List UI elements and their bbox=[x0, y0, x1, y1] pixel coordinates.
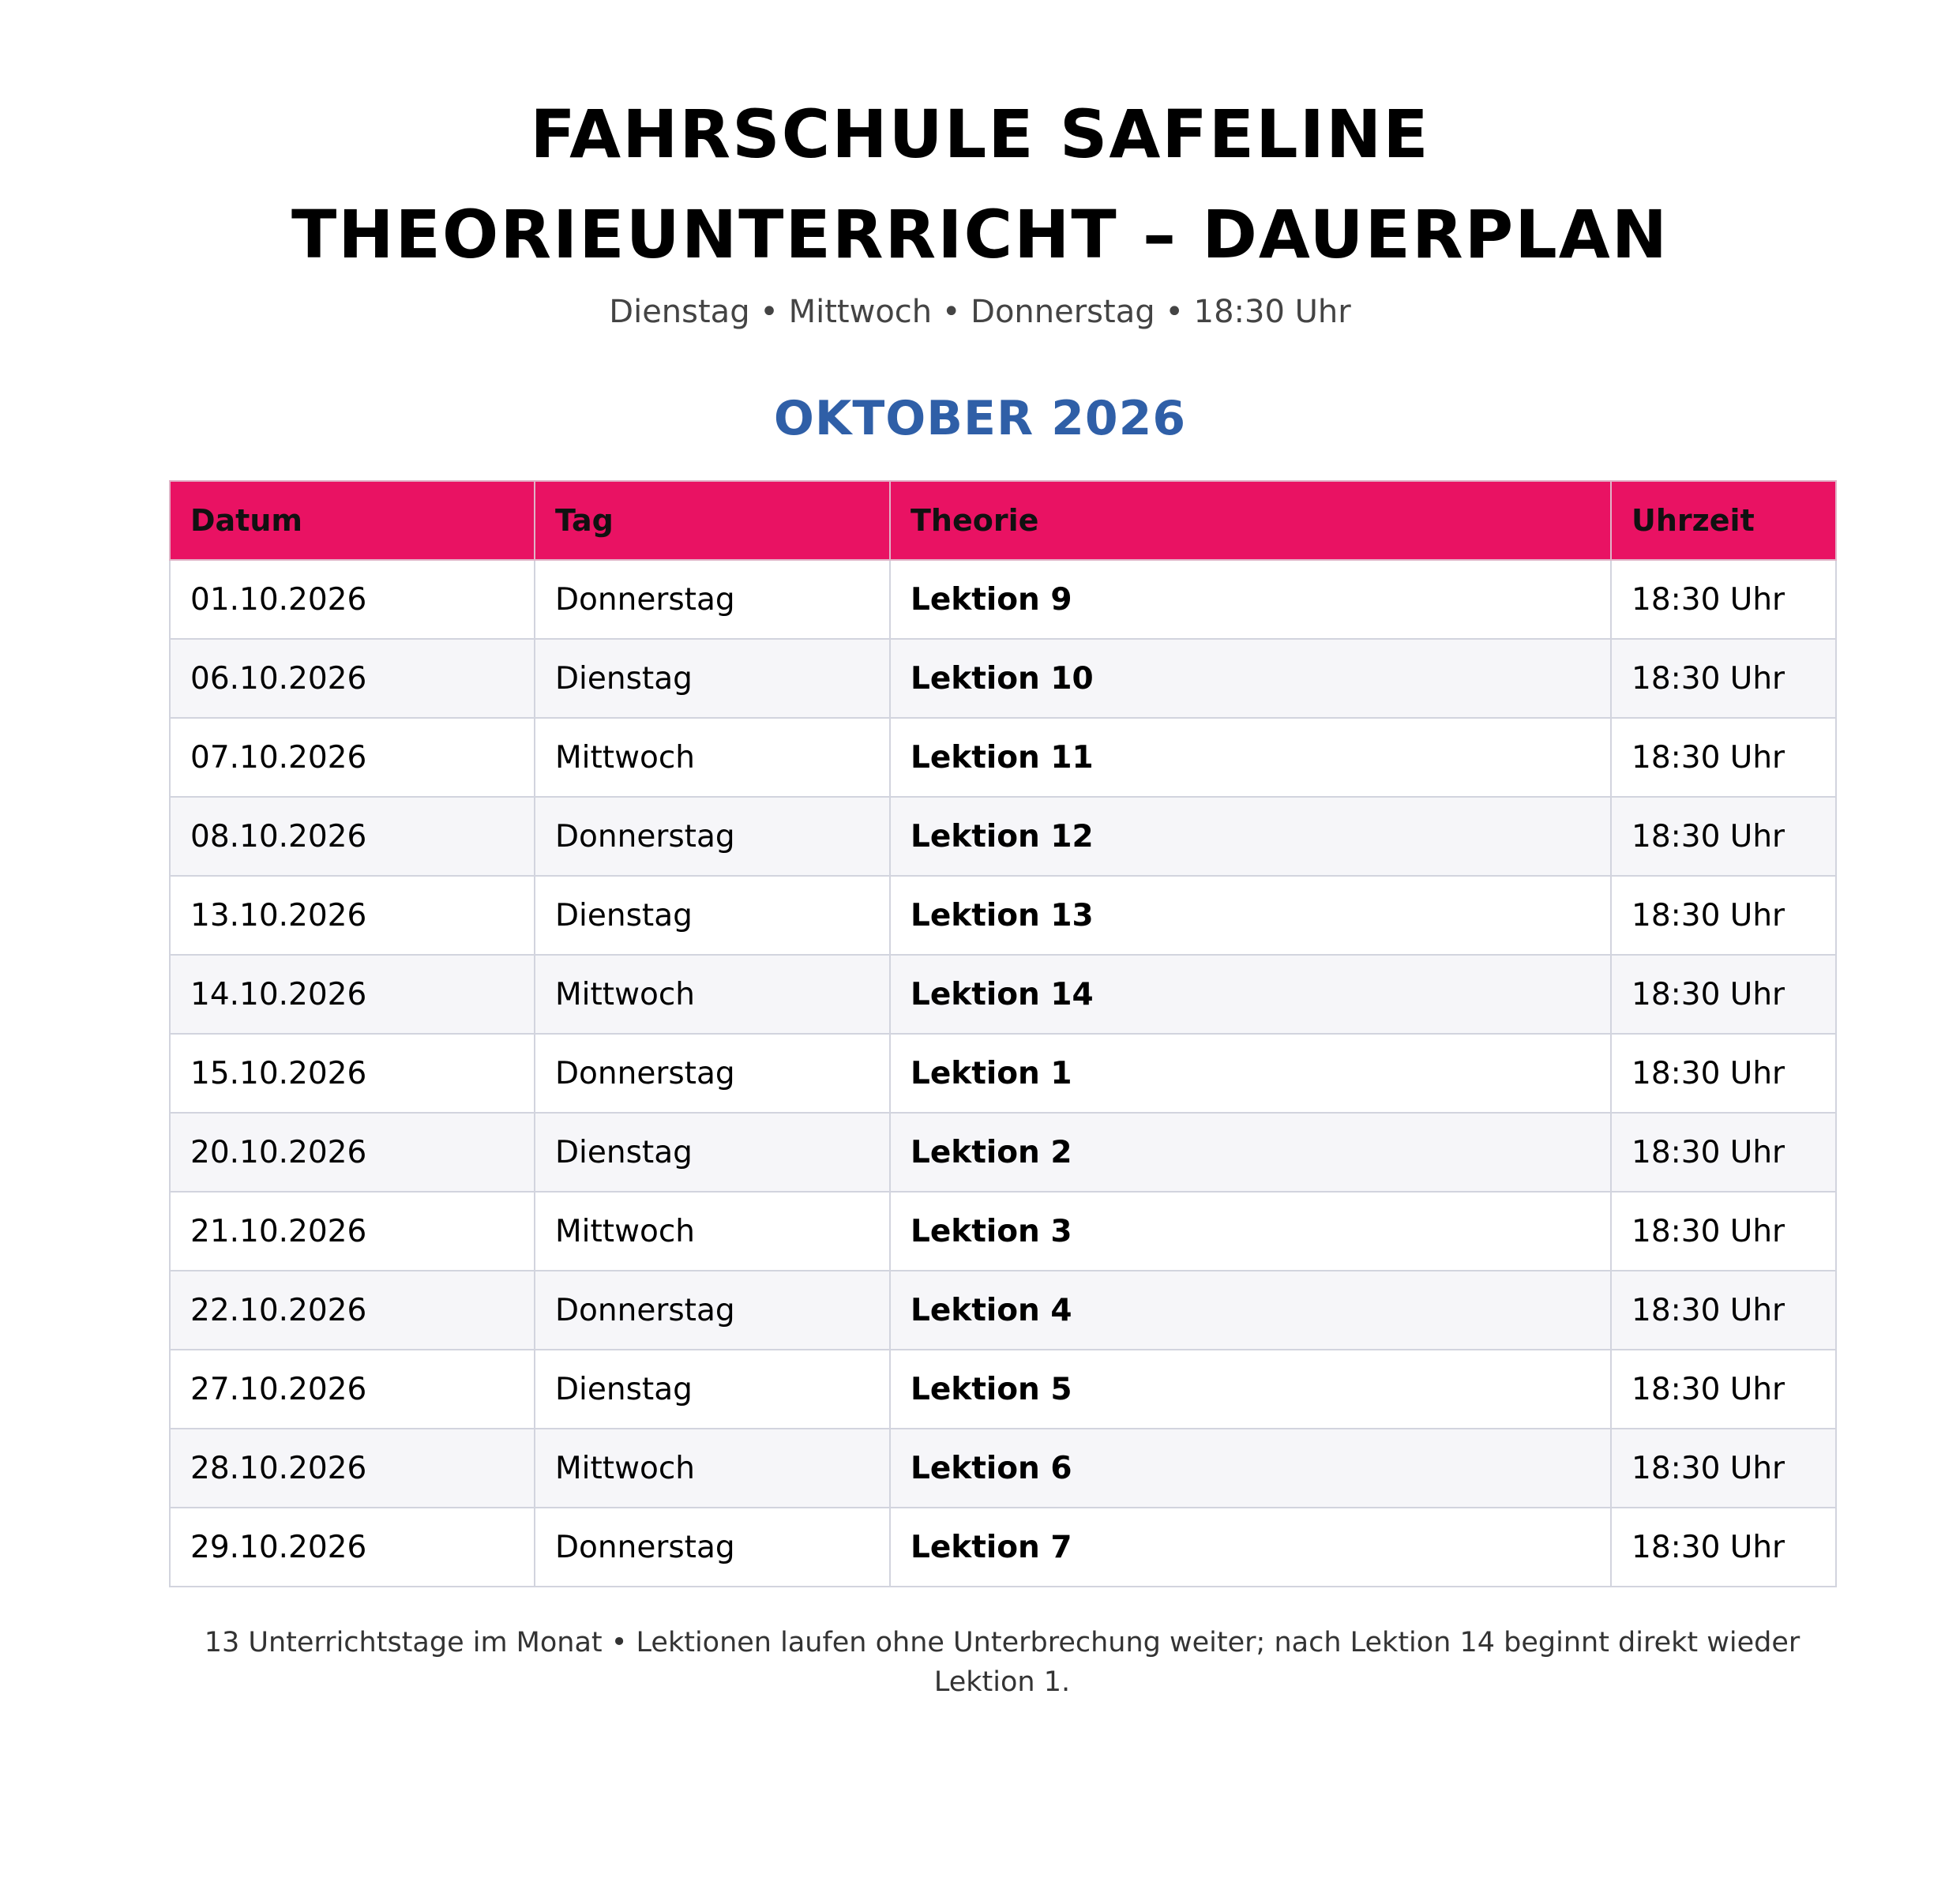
datum-cell: 14.10.2026 bbox=[170, 955, 535, 1034]
column-header-tag: Tag bbox=[535, 481, 890, 560]
table-row bbox=[170, 955, 1836, 1034]
theorie-cell: Lektion 4 bbox=[890, 1271, 1611, 1350]
theorie-cell: Lektion 6 bbox=[890, 1429, 1611, 1508]
footnote: 13 Unterrichtstage im Monat • Lektionen laufen ohne Unterbrechung weiter; nach Lektion 14 beginnt direkt wieder Lektion 1. bbox=[204, 1627, 1800, 1698]
tag-cell: Mittwoch bbox=[535, 955, 890, 1034]
uhrzeit-cell: 18:30 Uhr bbox=[1611, 639, 1836, 718]
tag-cell: Mittwoch bbox=[535, 1429, 890, 1508]
datum-cell: 21.10.2026 bbox=[170, 1192, 535, 1271]
uhrzeit-cell: 18:30 Uhr bbox=[1611, 1271, 1836, 1350]
tag-cell: Donnerstag bbox=[535, 560, 890, 639]
uhrzeit-cell: 18:30 Uhr bbox=[1611, 1429, 1836, 1508]
uhrzeit-cell: 18:30 Uhr bbox=[1611, 560, 1836, 639]
uhrzeit-cell: 18:30 Uhr bbox=[1611, 1034, 1836, 1113]
table-row bbox=[170, 639, 1836, 718]
column-header-uhrzeit: Uhrzeit bbox=[1611, 481, 1836, 560]
table-row bbox=[170, 797, 1836, 876]
datum-cell: 20.10.2026 bbox=[170, 1113, 535, 1192]
theorie-cell: Lektion 3 bbox=[890, 1192, 1611, 1271]
table-header-row bbox=[170, 481, 1836, 560]
uhrzeit-cell: 18:30 Uhr bbox=[1611, 876, 1836, 955]
datum-cell: 07.10.2026 bbox=[170, 718, 535, 797]
datum-cell: 27.10.2026 bbox=[170, 1350, 535, 1429]
datum-cell: 08.10.2026 bbox=[170, 797, 535, 876]
datum-cell: 28.10.2026 bbox=[170, 1429, 535, 1508]
datum-cell: 29.10.2026 bbox=[170, 1508, 535, 1587]
tag-cell: Mittwoch bbox=[535, 1192, 890, 1271]
tag-cell: Donnerstag bbox=[535, 1271, 890, 1350]
tag-cell: Mittwoch bbox=[535, 718, 890, 797]
tag-cell: Dienstag bbox=[535, 876, 890, 955]
page-title: FAHRSCHULE SAFELINE bbox=[530, 96, 1430, 173]
table-row bbox=[170, 876, 1836, 955]
table-body bbox=[170, 560, 1836, 1587]
uhrzeit-cell: 18:30 Uhr bbox=[1611, 955, 1836, 1034]
uhrzeit-cell: 18:30 Uhr bbox=[1611, 718, 1836, 797]
tag-cell: Dienstag bbox=[535, 1350, 890, 1429]
uhrzeit-cell: 18:30 Uhr bbox=[1611, 1350, 1836, 1429]
table-row bbox=[170, 718, 1836, 797]
theorie-cell: Lektion 7 bbox=[890, 1508, 1611, 1587]
table-row bbox=[170, 1508, 1836, 1587]
tag-cell: Dienstag bbox=[535, 639, 890, 718]
month-heading: OKTOBER 2026 bbox=[773, 391, 1187, 446]
theorie-cell: Lektion 11 bbox=[890, 718, 1611, 797]
theorie-cell: Lektion 12 bbox=[890, 797, 1611, 876]
column-header-datum: Datum bbox=[170, 481, 535, 560]
table-row bbox=[170, 1271, 1836, 1350]
theorie-cell: Lektion 14 bbox=[890, 955, 1611, 1034]
table-row bbox=[170, 1113, 1836, 1192]
theorie-cell: Lektion 10 bbox=[890, 639, 1611, 718]
tag-cell: Dienstag bbox=[535, 1113, 890, 1192]
theorie-cell: Lektion 1 bbox=[890, 1034, 1611, 1113]
uhrzeit-cell: 18:30 Uhr bbox=[1611, 797, 1836, 876]
datum-cell: 15.10.2026 bbox=[170, 1034, 535, 1113]
uhrzeit-cell: 18:30 Uhr bbox=[1611, 1508, 1836, 1587]
theorie-cell: Lektion 5 bbox=[890, 1350, 1611, 1429]
table-row bbox=[170, 1034, 1836, 1113]
tag-cell: Donnerstag bbox=[535, 797, 890, 876]
table-row bbox=[170, 1350, 1836, 1429]
page-subtitle-heading: THEORIEUNTERRICHT – DAUERPLAN bbox=[291, 196, 1669, 273]
theorie-cell: Lektion 9 bbox=[890, 560, 1611, 639]
table-row bbox=[170, 1429, 1836, 1508]
datum-cell: 06.10.2026 bbox=[170, 639, 535, 718]
uhrzeit-cell: 18:30 Uhr bbox=[1611, 1113, 1836, 1192]
theorie-cell: Lektion 13 bbox=[890, 876, 1611, 955]
schedule-table bbox=[169, 480, 1837, 1587]
datum-cell: 13.10.2026 bbox=[170, 876, 535, 955]
schedule-days-time: Dienstag • Mittwoch • Donnerstag • 18:30 Uhr bbox=[609, 294, 1351, 330]
table-row bbox=[170, 560, 1836, 639]
tag-cell: Donnerstag bbox=[535, 1034, 890, 1113]
datum-cell: 01.10.2026 bbox=[170, 560, 535, 639]
uhrzeit-cell: 18:30 Uhr bbox=[1611, 1192, 1836, 1271]
theorie-cell: Lektion 2 bbox=[890, 1113, 1611, 1192]
table-row bbox=[170, 1192, 1836, 1271]
column-header-theorie: Theorie bbox=[890, 481, 1611, 560]
tag-cell: Donnerstag bbox=[535, 1508, 890, 1587]
datum-cell: 22.10.2026 bbox=[170, 1271, 535, 1350]
